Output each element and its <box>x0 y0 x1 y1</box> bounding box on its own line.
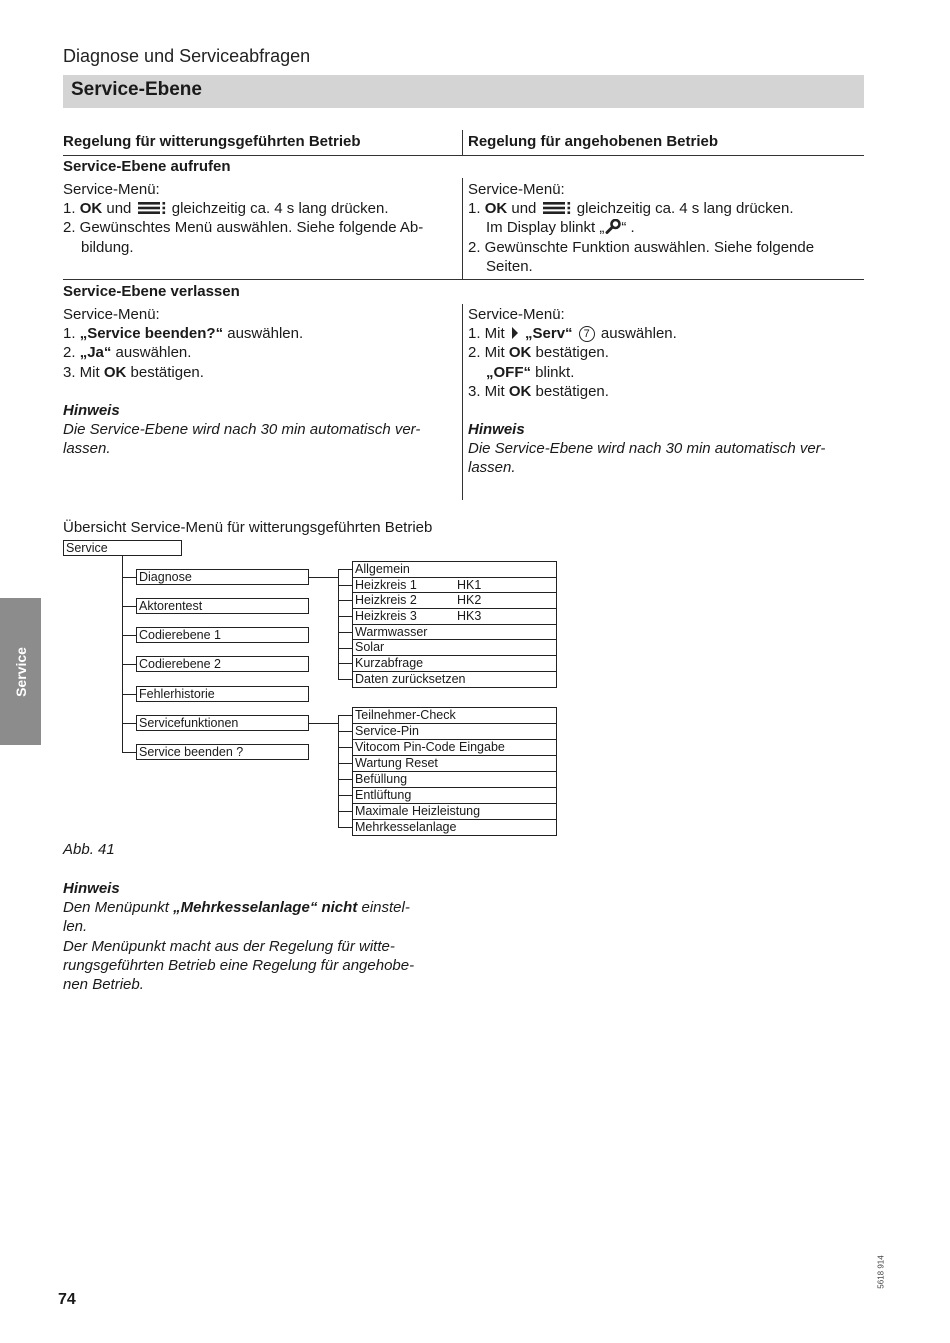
column-divider <box>462 304 463 500</box>
diagram-caption: Übersicht Service-Menü für witterungsgeführten Betrieb <box>63 519 433 536</box>
menu-icon <box>138 201 166 215</box>
submenu-tag: HK3 <box>457 609 482 624</box>
menu-item-servicefunktionen: Servicefunktionen <box>136 715 309 731</box>
note-title: Hinweis <box>63 880 120 897</box>
submenu-item-teilnehmer-check <box>353 708 556 724</box>
menu-item-fehlerhistorie: Fehlerhistorie <box>136 686 309 702</box>
tree-connector <box>338 663 352 664</box>
tree-connector <box>309 577 338 578</box>
submenu-item-heizkreis-3 <box>353 609 556 625</box>
menu-option: „Service beenden?“ <box>79 325 224 343</box>
tree-connector <box>338 679 352 680</box>
note-line: Der Menüpunkt macht aus der Regelung für witte- <box>63 937 395 955</box>
submenu-label: Maximale Heizleistung <box>355 804 481 818</box>
menu-item-codierebene-1: Codierebene 1 <box>136 627 309 643</box>
tree-connector <box>122 606 136 607</box>
menu-root-service: Service <box>63 540 182 556</box>
step-text: auswählen. <box>115 344 192 362</box>
step-text: 3. Mit <box>468 382 505 400</box>
submenu-label: Teilnehmer-Check <box>355 708 456 722</box>
submenu-label: Heizkreis 3 <box>355 609 417 624</box>
submenu-label: Heizkreis 2 <box>355 593 417 608</box>
submenu-label: Solar <box>355 640 385 655</box>
header-rule <box>63 155 864 156</box>
menu-option: „Serv“ <box>525 325 573 343</box>
hint-title: Hinweis <box>468 421 525 439</box>
tree-connector <box>309 723 338 724</box>
submenu-label: Allgemein <box>355 562 410 576</box>
step-text: gleichzeitig ca. 4 s lang drücken. <box>171 200 389 218</box>
submenu-label: Vitocom Pin-Code Eingabe <box>355 740 505 754</box>
submenu-label: Warmwasser <box>355 624 428 639</box>
step-number: 1. <box>468 200 481 218</box>
step-text: auswählen. <box>227 325 304 343</box>
submenu-item-entlueftung <box>353 788 556 804</box>
submenu-label: Befüllung <box>355 772 408 786</box>
step-text: blinkt. <box>535 363 575 381</box>
tree-connector <box>338 731 352 732</box>
submenu-item-vitocom-pin <box>353 740 556 756</box>
aufrufen-left-step1 <box>63 199 453 218</box>
menu-icon <box>543 201 571 215</box>
document-code-text: 5618 914 <box>876 1255 886 1289</box>
verlassen-right-step2 <box>468 343 860 362</box>
column-divider <box>462 130 463 155</box>
tree-connector <box>122 752 136 753</box>
menu-item-codierebene-2: Codierebene 2 <box>136 656 309 672</box>
submenu-item-wartung-reset <box>353 756 556 772</box>
tree-connector <box>122 723 136 724</box>
display-text: „OFF“ <box>486 363 531 381</box>
verlassen-right-step3 <box>468 382 860 401</box>
submenu-label: Daten zurücksetzen <box>355 671 466 686</box>
arrow-right-icon <box>511 327 519 339</box>
submenu-tag: HK2 <box>457 593 482 608</box>
step-text: auswählen. <box>600 325 677 343</box>
aufrufen-right-step1 <box>468 199 860 218</box>
menu-item-aktorentest: Aktorentest <box>136 598 309 614</box>
col-right-header: Regelung für angehobenen Betrieb <box>468 133 719 150</box>
step-text: bestätigen. <box>535 344 609 362</box>
submenu-tag: HK1 <box>457 577 482 592</box>
step-number: 1. <box>63 200 76 218</box>
step-text: gleichzeitig ca. 4 s lang drücken. <box>576 200 794 218</box>
step-text: und <box>511 200 537 218</box>
submenu-item-heizkreis-1 <box>353 578 556 594</box>
verlassen-right-step1 <box>468 324 860 343</box>
verlassen-right <box>468 305 860 478</box>
hint-text: lassen. <box>468 459 516 477</box>
submenu-item-service-pin <box>353 724 556 740</box>
step-text: und <box>106 200 132 218</box>
aufrufen-left-label: Service-Menü: <box>63 181 160 198</box>
hint-text: Die Service-Ebene wird nach 30 min automatisch ver- <box>63 421 421 439</box>
hint-text: lassen. <box>63 440 111 458</box>
tree-connector <box>122 664 136 665</box>
section-heading: Diagnose und Serviceabfragen <box>63 46 311 66</box>
verlassen-left-step1 <box>63 324 453 343</box>
verlassen-right-label: Service-Menü: <box>468 306 565 323</box>
tree-connector <box>338 632 352 633</box>
verlassen-left-step2 <box>63 343 453 362</box>
verlassen-left <box>63 305 453 458</box>
note-line: rungsgeführten Betrieb eine Regelung für angehobe- <box>63 956 415 974</box>
submenu-label: Heizkreis 1 <box>355 577 417 592</box>
ok-key: OK <box>484 200 508 218</box>
hint-text: Die Service-Ebene wird nach 30 min automatisch ver- <box>468 440 826 458</box>
callout-number: 7 <box>579 326 595 342</box>
verlassen-right-step2-cont <box>468 363 860 382</box>
ok-key: OK <box>508 382 532 400</box>
submenu-item-warmwasser <box>353 625 556 641</box>
tree-connector <box>338 569 352 570</box>
submenu-item-kurzabfrage <box>353 656 556 672</box>
section-rule <box>63 279 864 280</box>
note-line: len. <box>63 918 88 936</box>
tree-connector <box>338 763 352 764</box>
submenu-item-befuellung <box>353 772 556 788</box>
tree-connector <box>338 616 352 617</box>
verlassen-left-step3 <box>63 363 453 382</box>
note-block <box>63 879 453 994</box>
aufrufen-left-step2-cont: bildung. <box>81 238 134 256</box>
page-title: Service-Ebene <box>63 75 864 108</box>
aufrufen-right-label: Service-Menü: <box>468 181 565 198</box>
section-aufrufen-heading: Service-Ebene aufrufen <box>63 158 231 175</box>
menu-item-service-beenden: Service beenden ? <box>136 744 309 760</box>
submenu-item-mehrkesselanlage <box>353 820 556 836</box>
aufrufen-left-step2: 2. Gewünschtes Menü auswählen. Siehe folgende Ab- <box>63 219 424 237</box>
step-text: Im Display blinkt „ <box>486 219 605 237</box>
menu-option: „Ja“ <box>79 344 112 362</box>
page-number: 74 <box>58 1291 76 1308</box>
hint-title: Hinweis <box>63 401 120 419</box>
tree-connector <box>338 715 352 716</box>
tree-connector <box>338 779 352 780</box>
tree-connector <box>122 577 136 578</box>
submenu-label: Entlüftung <box>355 788 412 802</box>
submenu-item-solar <box>353 640 556 656</box>
note-line: nen Betrieb. <box>63 976 144 994</box>
tree-connector <box>338 585 352 586</box>
note-line <box>63 898 453 917</box>
diagnose-submenu <box>352 561 557 688</box>
note-text: einstel- <box>361 899 410 917</box>
figure-label: Abb. 41 <box>63 841 115 858</box>
tree-connector <box>338 827 352 828</box>
step-text: 3. Mit <box>63 363 100 381</box>
side-tab-label: Service <box>12 646 29 697</box>
ok-key: OK <box>79 200 103 218</box>
servicefunktionen-submenu <box>352 707 557 836</box>
aufrufen-right-step2-cont: Seiten. <box>486 257 533 275</box>
section-verlassen-heading: Service-Ebene verlassen <box>63 283 240 300</box>
aufrufen-left <box>63 180 453 257</box>
step-number: 1. <box>63 325 76 343</box>
tree-connector <box>338 600 352 601</box>
step-text: bestätigen. <box>130 363 204 381</box>
ok-key: OK <box>508 344 532 362</box>
tree-connector <box>338 747 352 748</box>
tree-connector <box>122 635 136 636</box>
tree-connector <box>338 648 352 649</box>
wrench-icon <box>605 219 621 234</box>
submenu-label: Mehrkesselanlage <box>355 820 457 834</box>
submenu-label: Kurzabfrage <box>355 656 424 671</box>
side-tab <box>0 598 41 745</box>
col-left-header: Regelung für witterungsgeführten Betrieb <box>63 133 361 150</box>
note-emphasis: „Mehrkesselanlage“ nicht <box>173 899 358 917</box>
aufrufen-right <box>468 180 860 276</box>
step-text: 2. Mit <box>468 344 505 362</box>
step-text: “ . <box>621 219 635 237</box>
tree-connector <box>122 694 136 695</box>
submenu-item-maximale-heizleistung <box>353 804 556 820</box>
ok-key: OK <box>103 363 127 381</box>
submenu-item-daten-zuruecksetzen <box>353 672 556 688</box>
aufrufen-right-step1-cont <box>468 218 860 237</box>
document-code <box>866 1252 896 1292</box>
aufrufen-right-step2: 2. Gewünschte Funktion auswählen. Siehe folgende <box>468 238 815 256</box>
submenu-label: Wartung Reset <box>355 756 438 770</box>
submenu-label: Service-Pin <box>355 724 419 738</box>
tree-connector <box>338 811 352 812</box>
step-text: bestätigen. <box>535 382 609 400</box>
submenu-item-heizkreis-2 <box>353 593 556 609</box>
column-divider <box>462 178 463 279</box>
verlassen-left-label: Service-Menü: <box>63 306 160 323</box>
step-number: 2. <box>63 344 76 362</box>
menu-item-diagnose: Diagnose <box>136 569 309 585</box>
step-text: 1. Mit <box>468 325 505 343</box>
note-text: Den Menüpunkt <box>63 899 169 917</box>
tree-connector <box>338 795 352 796</box>
submenu-item-allgemein <box>353 562 556 578</box>
